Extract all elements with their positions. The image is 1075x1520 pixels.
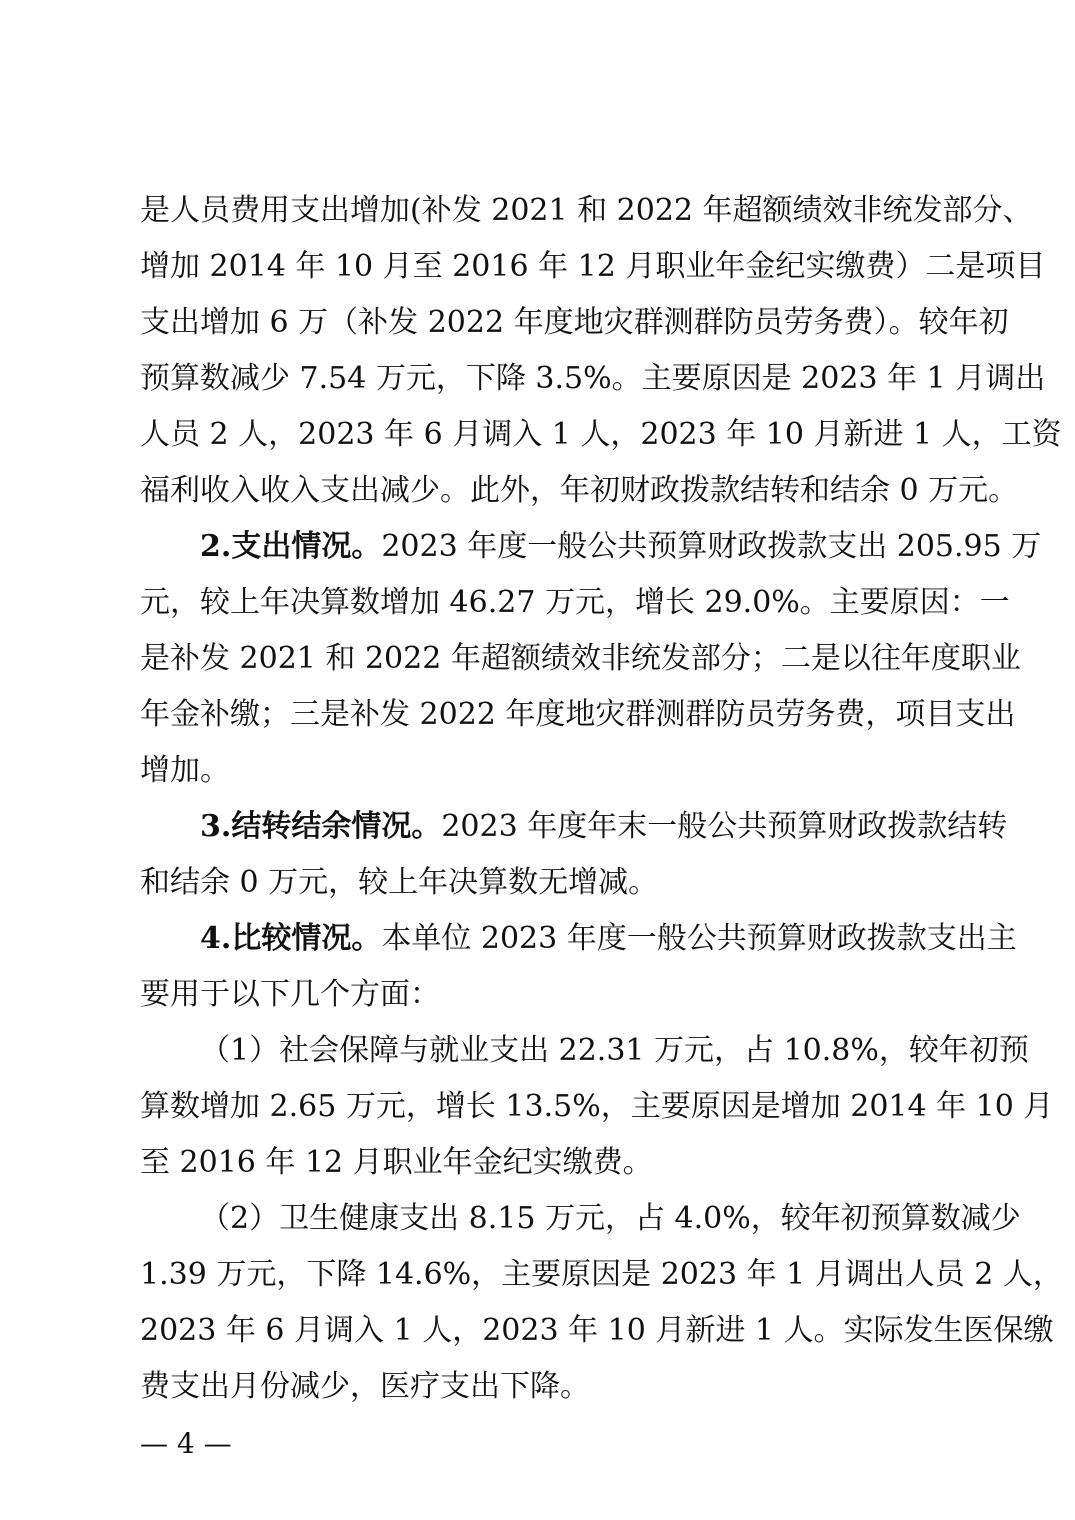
body-text: 本单位 2023 年度一般公共预算财政拨款支出主 [381,921,1017,956]
section-heading: 2.支出情况。 [200,529,382,564]
body-text-line: 年金补缴；三是补发 2022 年度地灾群测群防员劳务费，项目支出 [140,697,1016,732]
paragraph-first-line [200,527,1042,567]
body-text-line: 预算数减少 7.54 万元，下降 3.5%。主要原因是 2023 年 1 月调出 [140,361,1046,396]
body-text-line: 费支出月份减少，医疗支出下降。 [140,1369,590,1404]
body-text-line: 2023 年 6 月调入 1 人，2023 年 10 月新进 1 人。实际发生医保缴 [140,1313,1054,1348]
body-text-line: 1.39 万元，下降 14.6%，主要原因是 2023 年 1 月调出人员 2 人， [140,1257,1063,1292]
body-text-line: 要用于以下几个方面： [140,977,440,1012]
section-heading: 4.比较情况。 [200,921,382,956]
body-text-line: 算数增加 2.65 万元，增长 13.5%，主要原因是增加 2014 年 10 月 [140,1089,1054,1124]
page-number: — 4 — [140,1427,232,1460]
body-text-line: 人员 2 人，2023 年 6 月调入 1 人，2023 年 10 月新进 1 人，工资 [140,417,1062,452]
body-text-line: 增加 2014 年 10 月至 2016 年 12 月职业年金纪实缴费）二是项目 [140,249,1046,284]
body-text-line: 至 2016 年 12 月职业年金纪实缴费。 [140,1145,653,1180]
list-item-first-line: （1）社会保障与就业支出 22.31 万元，占 10.8%，较年初预 [200,1033,1029,1068]
paragraph-first-line [200,919,1017,959]
section-heading: 3.结转结余情况。 [200,809,442,844]
list-item-first-line: （2）卫生健康支出 8.15 万元，占 4.0%，较年初预算数减少 [200,1201,1021,1236]
body-text: 2023 年度一般公共预算财政拨款支出 205.95 万 [381,529,1042,564]
body-text-line: 是补发 2021 和 2022 年超额绩效非统发部分；二是以往年度职业 [140,641,1021,676]
body-text-line: 是人员费用支出增加(补发 2021 和 2022 年超额绩效非统发部分、 [140,193,1033,228]
paragraph-first-line [200,807,1008,847]
body-text-line: 元，较上年决算数增加 46.27 万元，增长 29.0%。主要原因：一 [140,585,1010,620]
body-text-line: 福利收入收入支出减少。此外，年初财政拨款结转和结余 0 万元。 [140,473,1019,508]
body-text-line: 和结余 0 万元，较上年决算数无增减。 [140,865,659,900]
body-text: 2023 年度年末一般公共预算财政拨款结转 [441,809,1008,844]
body-text-line: 增加。 [140,753,230,788]
body-text-line: 支出增加 6 万（补发 2022 年度地灾群测群防员劳务费）。较年初 [140,305,1009,340]
